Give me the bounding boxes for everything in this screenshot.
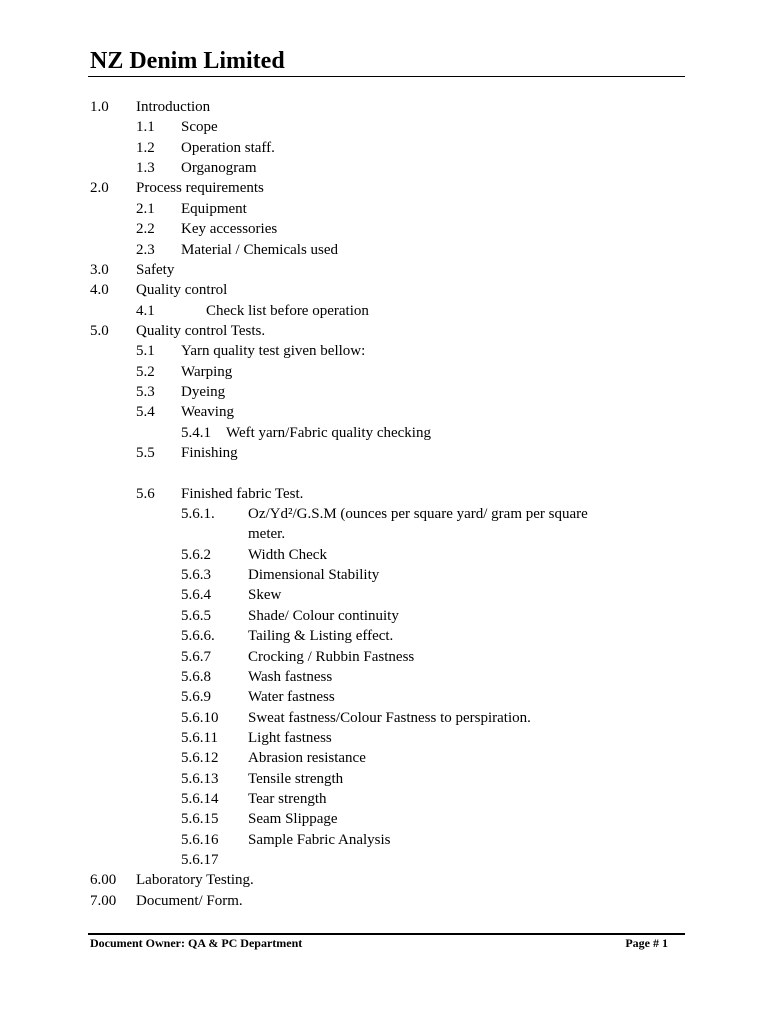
toc-item-label: Width Check [248,546,327,563]
toc-item-number: 3.0 [90,261,109,278]
toc-item-number: 5.6.5 [181,607,211,624]
toc-item-number: 5.1 [136,343,155,360]
toc-item-number: 5.3 [136,383,155,400]
toc-item [0,240,768,260]
toc-item [0,178,768,198]
toc-item [0,748,768,768]
toc-item-label: Operation staff. [181,139,275,156]
toc-item-label: Quality control [136,282,228,299]
toc-item-number: 1.3 [136,160,155,177]
toc-item-label: Tensile strength [248,770,344,787]
toc-item-label: Tear strength [248,790,327,807]
toc-item-number: 4.1 [136,302,155,319]
toc-item [0,789,768,809]
toc-item [0,362,768,382]
toc-item [0,504,768,524]
toc-item [0,484,768,504]
toc-item-label: Introduction [136,99,211,115]
footer-page-number: Page # 1 [625,936,668,950]
toc-item-label: Quality control Tests. [136,322,266,339]
toc-item [0,606,768,626]
toc-item-label: Abrasion resistance [248,750,366,767]
toc-item [0,626,768,646]
toc-item [0,117,768,137]
toc-item-label: Scope [181,119,218,136]
toc-item [0,382,768,402]
toc-item [0,280,768,300]
toc-item-label: Check list before operation [206,302,369,319]
toc-item [0,728,768,748]
toc-item-number: 5.6.17 [181,852,219,868]
toc-item-number: 5.6.9 [181,689,211,706]
toc-item-label: Light fastness [248,729,332,746]
toc-item-number: 5.0 [90,322,109,339]
toc-item [0,870,768,890]
toc-item-number: 5.2 [136,363,155,380]
toc-item-label: Wash fastness [248,668,333,685]
toc-item [0,891,768,911]
toc-item [0,199,768,219]
toc-item-label: Sample Fabric Analysis [248,831,391,848]
toc-item-number: 5.6.7 [181,648,211,665]
toc-item-number: 5.6.8 [181,668,211,685]
toc-item [0,687,768,707]
toc-item [0,97,768,117]
toc-item [0,138,768,158]
toc-item-label: Key accessories [181,221,278,238]
toc-item-number: 5.6.11 [181,729,218,746]
toc-item-label: Finishing [181,445,238,461]
toc-item [0,321,768,341]
toc-item-number: 5.5 [136,445,155,461]
toc-item [0,524,768,544]
toc-item [0,585,768,605]
toc-item-label: Organogram [181,160,257,177]
toc-item-label: Tailing & Listing effect. [248,628,394,645]
toc-item-label: Seam Slippage [248,811,338,828]
toc-item [0,830,768,850]
toc-item [0,260,768,280]
toc-item [0,850,768,870]
toc-item-label: Safety [136,261,175,278]
toc-item-number: 5.6.1. [181,506,215,522]
toc-item [0,667,768,687]
toc-item-number: 1.0 [90,99,109,115]
toc-item-number: 5.6.3 [181,567,211,583]
toc-item-label: Laboratory Testing. [136,872,254,889]
toc-item-label: Sweat fastness/Colour Fastness to perspiration. [248,709,531,726]
toc-item-number: 5.6.14 [181,790,219,807]
toc-item [0,219,768,239]
toc-item-label: Dimensional Stability [248,567,380,583]
toc-item-label: Water fastness [248,689,335,706]
toc-item-label: Shade/ Colour continuity [248,607,399,624]
document-title: NZ Denim Limited [90,48,285,74]
toc-item-number: 5.6.12 [181,750,219,767]
toc-item-label: Warping [181,363,233,380]
toc-item-number: 5.6 [136,485,155,502]
toc-item-number: 5.6.4 [181,587,211,604]
toc-item-label: Finished fabric Test. [181,485,304,502]
toc-item-number: 1.1 [136,119,155,136]
toc-item-number: 5.6.16 [181,831,219,848]
toc-item-number: 5.4.1 [181,424,211,441]
toc-item-number: 5.4 [136,404,155,421]
toc-item-number: 5.6.15 [181,811,219,828]
toc-item-number: 5.6.6. [181,628,215,645]
toc-item-label: Oz/Yd²/G.S.M (ounces per square yard/ gram per square [248,506,588,522]
toc-item [0,565,768,585]
toc-item-number: 1.2 [136,139,155,156]
toc-item-label: Weft yarn/Fabric quality checking [226,424,431,441]
toc-item-number: 2.0 [90,180,109,197]
toc-item-label: Material / Chemicals used [181,241,339,258]
toc-item [0,463,768,483]
toc-item [0,402,768,422]
toc-item [0,341,768,361]
toc-item-label: Equipment [181,200,247,217]
toc-item-number: 7.00 [90,892,117,909]
toc-item [0,301,768,321]
toc-item [0,708,768,728]
toc-item-label: meter. [248,526,286,543]
toc-item [0,769,768,789]
toc-item [0,809,768,829]
toc-item-number: 2.3 [136,241,155,258]
toc-item-number: 2.2 [136,221,155,238]
toc-item [0,545,768,565]
toc-item-number: 5.6.13 [181,770,219,787]
toc-item-label: Crocking / Rubbin Fastness [248,648,415,665]
toc-item-label: Weaving [181,404,234,421]
toc-item-number: 2.1 [136,200,155,217]
toc-item-label: Dyeing [181,383,226,400]
toc-item-number: 5.6.2 [181,546,211,563]
toc-item-label: Document/ Form. [136,892,243,909]
toc-item-label: Yarn quality test given bellow: [181,343,366,360]
toc-item [0,423,768,443]
toc-item-label: Process requirements [136,180,264,197]
toc-item [0,158,768,178]
toc-item [0,647,768,667]
toc-item-label: Skew [248,587,282,604]
toc-item [0,443,768,463]
toc-item-number: 6.00 [90,872,117,889]
footer-document-owner: Document Owner: QA & PC Department [90,936,303,950]
toc-item-number: 5.6.10 [181,709,219,726]
toc-item-number: 4.0 [90,282,109,299]
